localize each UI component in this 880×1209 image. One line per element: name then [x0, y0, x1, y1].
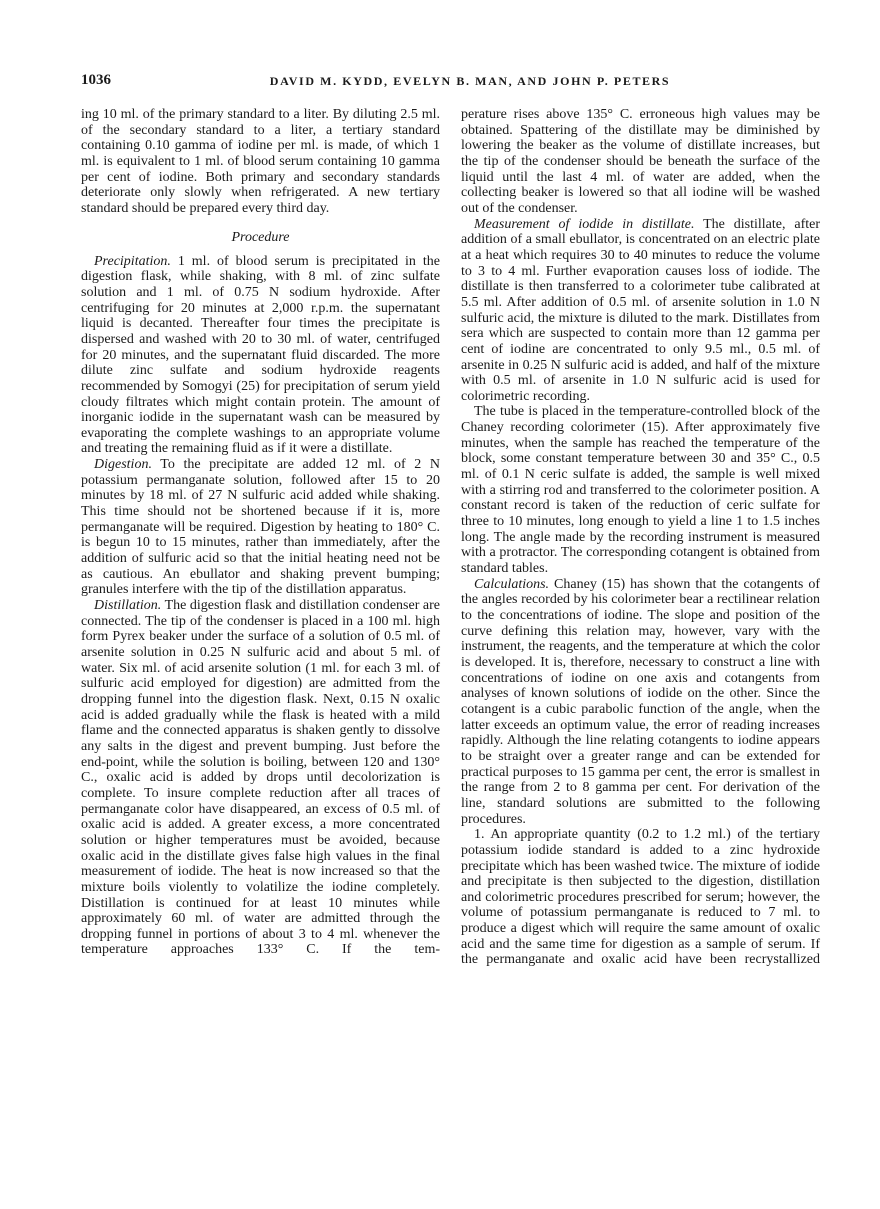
- distillation-continuation: perature rises above 135° C. erroneous high values may be obtained. Spattering of the distillate may be diminished by lowering the beaker as the volume of distillate increases, but the tip of the condenser should be beneath the surface of the liquid until the last 4 ml. of water are added, when the collecting beaker is lowered so that all iodine will be washed out of the condenser.: [461, 107, 820, 216]
- calculations-lead: Calculations.: [474, 576, 550, 592]
- digestion-text: To the precipitate are added 12 ml. of 2 N potassium permanganate solution, followed after 15 to 20 minutes by 18 ml. of 27 N sulfuric acid added while shaking. This time should not be shortened because if it is, more permanganate will be required. Digestion by heating to 180° C. is begun 10 to 15 minutes, rather than immediately, after the addition of sulfuric acid so that the initial heating need not be as cautious. An ebullator and shaking prevent bumping; granules interfere with the tip of the distillation apparatus.: [81, 457, 440, 598]
- page-number: 1036: [81, 72, 111, 88]
- precipitation-paragraph: [81, 254, 440, 458]
- right-column: [461, 107, 820, 968]
- measurement-lead: Measurement of iodide in distillate.: [474, 216, 695, 232]
- tube-paragraph: The tube is placed in the temperature-controlled block of the Chaney recording colorimeter (15). After approximately five minutes, when the sample has reached the temperature of the block, some constant temperature between 30 and 35° C., 0.5 ml. of 0.1 N ceric sulfate is added, the sample is well mixed with a stirring rod and transferred to the colorimeter position. A constant record is taken of the reduction of ceric sulfate for three to 10 minutes, long enough to yield a line 1 to 1.5 inches long. The angle made by the recording instrument is measured with a protractor. The corresponding cotangent is obtained from standard tables.: [461, 404, 820, 577]
- digestion-paragraph: [81, 457, 440, 598]
- measurement-paragraph: [461, 217, 820, 405]
- intro-paragraph: ing 10 ml. of the primary standard to a liter. By diluting 2.5 ml. of the secondary standard to a liter, a tertiary standard containing 0.10 gamma of iodine per ml. is made, of which 1 ml. is equivalent to 1 ml. of blood serum containing 10 gamma per cent of iodine. Both primary and secondary standards deteriorate only slowly when refrigerated. A new tertiary standard should be prepared every third day.: [81, 107, 440, 216]
- section-heading-procedure: Procedure: [231, 229, 290, 245]
- left-column: [81, 107, 440, 958]
- precipitation-text: 1 ml. of blood serum is precipitated in the digestion flask, while shaking, with 8 ml. of zinc sulfate solution and 1 ml. of 0.75 N sodium hydroxide. After centrifuging for 20 minutes at 2,000 r.p.m. the supernatant liquid is decanted. Thereafter four times the precipitate is dispersed and washed with 20 to 30 ml. of water, centrifuged for 20 minutes, and the supernatant fluid discarded. The more dilute zinc sulfate and sodium hydroxide reagents recommended by Somogyi (25) for precipitation of serum yield cloudy filtrates which might contain protein. The amount of inorganic iodide in the supernatant wash can be measured by evaporating the complete washings to an appropriate volume and treating the remaining fluid as if it were a distillate.: [81, 253, 440, 457]
- measurement-text: The distillate, after addition of a small ebullator, is concentrated on an electric plate at a heat which requires 30 to 40 minutes to reduce the volume to 3 to 4 ml. Further evaporation causes loss of iodide. The distillate is then transferred to a colorimeter tube calibrated at 5.5 ml. After addition of 0.5 ml. of arsenite solution in 1.0 N sulfuric acid, the mixture is diluted to the mark. Distillates from sera which are suspected to contain more than 12 gamma per cent of iodine are concentrated to only 9.5 ml., 0.5 ml. of arsenite in 0.25 N sulfuric acid is added, and half of the mixture with 0.5 ml. of arsenite in 1.0 N sulfuric acid is used for colorimetric recording.: [461, 216, 820, 404]
- page-header: [81, 72, 819, 92]
- calculations-text: Chaney (15) has shown that the cotangents of the angles recorded by his colorimeter bear a rectilinear relation to the concentrations of iodine. The slope and position of the curve defining this relation may, however, vary with the instrument, the reagents, and the temperature at which the color is developed. It is, therefore, necessary to construct a line with concentrations of iodine on one axis and cotangents from analyses of known solutions of iodide on the other. Since the cotangent is a cubic parabolic function of the angle, when the latter exceeds an optimum value, the error of reading increases rapidly. Although the line relating cotangents to iodine appears to be straight over a greater range and can be extended for practical purposes to 15 gamma per cent, the error is smallest in the range from 2 to 8 gamma per cent. For derivation of the line, standard solutions are submitted to the following procedures.: [461, 576, 820, 827]
- digestion-lead: Digestion.: [94, 457, 152, 473]
- distillation-text: The digestion flask and distillation condenser are connected. The tip of the condenser is placed in a 100 ml. high form Pyrex beaker under the surface of a solution of 0.5 ml. of arsenite solution in 0.25 N sulfuric acid and about 5 ml. of water. Six ml. of acid arsenite solution (1 ml. for each 3 ml. of sulfuric acid employed for digestion) are admitted from the dropping funnel into the digestion flask. Next, 0.15 N oxalic acid is added gradually while the flask is heated with a mild flame and the connected apparatus is shaken gently to dissolve any salts in the digest and prevent bumping. Just before the end-point, while the solution is boiling, between 120 and 130° C., oxalic acid is added by drops until decolorization is complete. To insure complete reduction after all traces of permanganate color have disappeared, an excess of 0.5 ml. of oxalic acid is added. A greater excess, a more concentrated solution or higher temperatures must be avoided, because oxalic acid in the distillate gives false high values in the final measurement of iodide. The heat is now increased so that the mixture boils violently to volatilize the iodine completely. Distillation is continued for at least 10 minutes while approximately 60 ml. of water are admitted through the dropping funnel in portions of about 3 to 4 ml. whenever the temperature approaches 133° C. If the tem-: [81, 598, 440, 958]
- running-head-authors: DAVID M. KYDD, EVELYN B. MAN, AND JOHN P. PETERS: [269, 74, 671, 88]
- step-1-paragraph: 1. An appropriate quantity (0.2 to 1.2 ml.) of the tertiary potassium iodide standard is added to a zinc hydroxide precipitate which has been washed twice. The mixture of iodide and precipitate is then subjected to the digestion, distillation and colorimetric procedures prescribed for serum; however, the volume of potassium permanganate is reduced to 7 ml. to produce a digest which will require the same amount of oxalic acid and the same time for digestion as a sample of serum. If the permanganate and oxalic acid have been recrystallized: [461, 827, 820, 968]
- distillation-lead: Distillation.: [94, 598, 162, 614]
- calculations-paragraph: [461, 577, 820, 828]
- distillation-paragraph: [81, 598, 440, 958]
- precipitation-lead: Precipitation.: [94, 253, 171, 269]
